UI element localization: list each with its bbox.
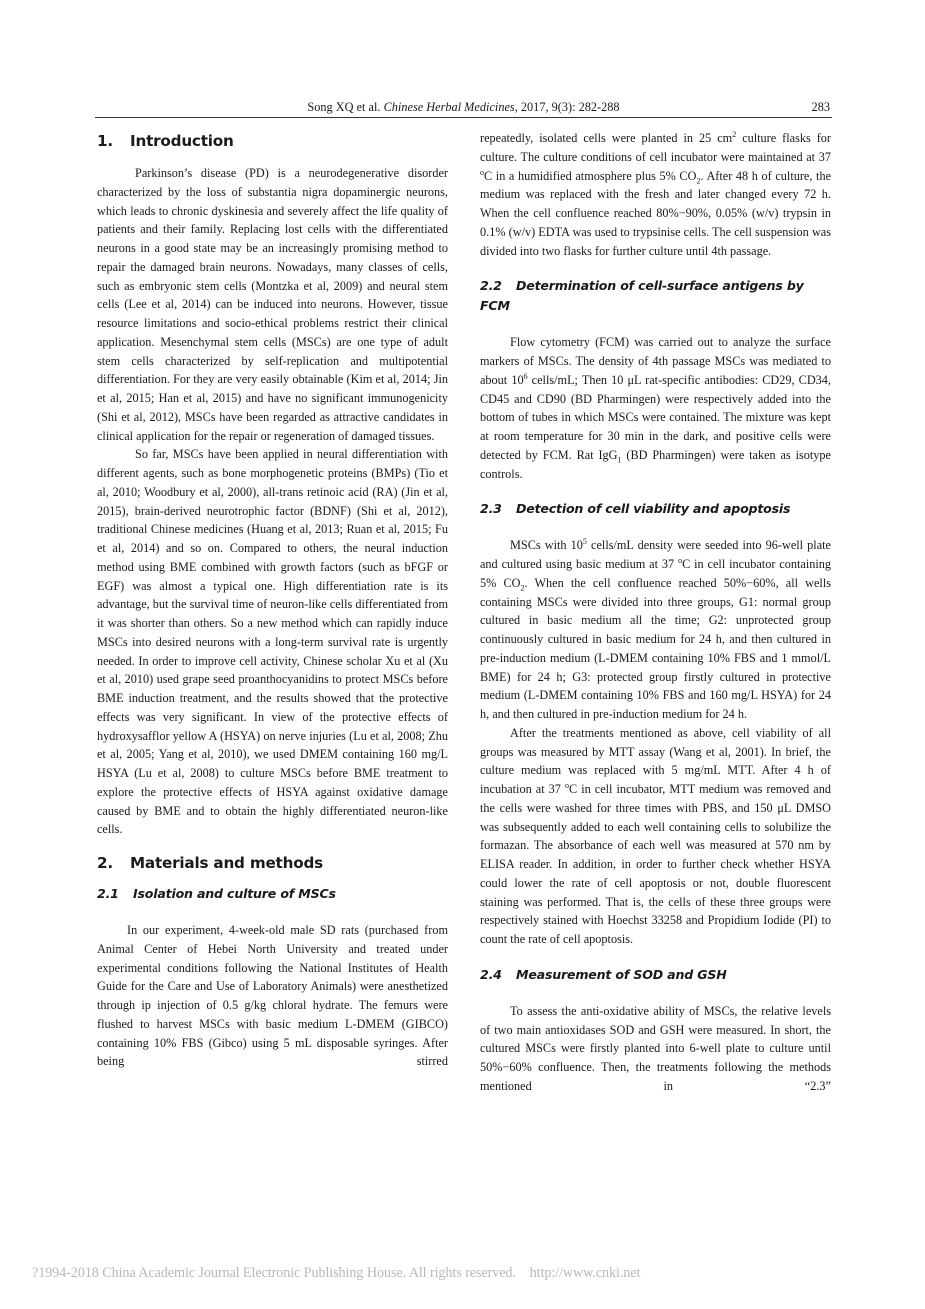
methods-2-4-paragraph: To assess the anti-oxidative ability of MSCs, the relative levels of two main antioxidases SOD and GSH were measured. In short, the cultured MSCs were firstly planted into 6-well plate to culture until 50%−60% confluence. Then, the treatments following the methods mentioned in “2.3” [480, 1003, 831, 1093]
section-heading-methods: 2. Materials and methods [97, 854, 323, 872]
running-head-citation [95, 98, 832, 116]
footer-url: http://www.cnki.net [529, 1265, 641, 1281]
methods-2-1-paragraph: In our experiment, 4-week-old male SD rats (purchased from Animal Center of Hebei North University and treated under experimental conditions following the National Institutes of Health Guide for the Care and Use of Laboratory Animals) were anesthetized through ip injection of 0.5 g/kg chloral hydrate. The femurs were flushed to harvest MSCs with basic medium L-DMEM (GIBCO) containing 10% FBS (Gibco) using 5 mL disposable syringes. After being stirred [97, 923, 448, 1069]
right-column [480, 129, 831, 1096]
intro-paragraph-2: So far, MSCs have been applied in neural differentiation with different agents, such as bone morphogenetic proteins (BMPs) (Tio et al, 2010; Woodbury et al, 2000), all-trans retinoic acid (RA) (Jin et al, 2015), brain-derived neurotrophic factor (BDNF) (Shi et al, 2012), traditional Chinese medicines (Huang et al, 2013; Ruan et al, 2015; Fu et al, 2014) and so on. Compared to others, the neural induction method using BME combined with growth factors (such as bFGF or EGF) was almost a typical one. High differentiation rate is its advantage, but the survival time of neuron-like cells differentiated from it was shorter than others. So a new method which can rapidly induce MSCs into desired neurons with a long-term survival rate is urgently needed. In order to improve cell activity, Chinese scholar Xu et al (Xu et al, 2010) used grape seed proanthocyanidins to protect MSCs before BME induction treatment, and the results showed that the protective effects was very significant. In view of the protective effects of hydroxysafflor yellow A (HSYA) on nerve injuries (Lu et al, 2008; Zhu et al, 2005; Yang et al, 2010), we used DMEM containing 160 mg/L HSYA (Lu et al, 2008) to culture MSCs before BME treatment to explore the protective effects of HSYA against oxidative damage caused by BME and to obtain the highly differentiated neuron-like cells. [97, 447, 448, 837]
subsection-heading-2-4: 2.4 Measurement of SOD and GSH [480, 966, 727, 982]
page-number: 283 [811, 100, 830, 114]
copyright-footer [32, 1265, 640, 1282]
volume-info: , 2017, 9(3): 282-288 [514, 100, 620, 114]
intro-paragraph-1: Parkinson’s disease (PD) is a neurodegenerative disorder characterized by the loss of substantia nigra dopaminergic neurons, which leads to chronic dyskinesia and severely affect the life quality of patients and their family. Replacing lost cells with the differentiated neurons in a good state may be an increasingly promising method to repair the damaged brain neurons. Nowadays, many classes of cells, such as embryonic stem cells (Montzka et al, 2009) and neural stem cells (Lee et al, 2014) can be induced into neurons. However, tissue resource limitations and socio-ethical problems restrict their clinical application. Mesenchymal stem cells (MSCs) are one type of adult stem cells characterized by self-replication and multipotential differentiation. For they are very easily obtainable (Kim et al, 2014; Jin et al, 2015; Han et al, 2015) and have no significant immunogenicity (Shi et al, 2012), MSCs have been regarded as attractive candidates in clinical application for the repair or regeneration of damaged tissues. [97, 166, 448, 443]
authors: Song XQ et al. [307, 100, 384, 114]
subsection-heading-2-3: 2.3 Detection of cell viability and apoptosis [480, 501, 791, 517]
methods-2-3-paragraph-1: MSCs with $10^5$ cells/mL density were seeded into 96-well plate and cultured using basic medium at 37 $^o$C in cell incubator containing 5% $CO_2$. When the cell confluence reached 50%−60%, all wells containing MSCs were divided into three groups, G1: normal group cultured in basic medium all the time; G2: unprotected group continuously cultured in basic medium for 24 h, and then cultured in pre-induction medium (L-DMEM containing 10% FBS and 1 mmol/L BME) for 24 h; G3: protected group firstly cultured in protective medium (L-DMEM containing 10% FBS and 160 mg/L HSYA) for 24 h, and then cultured in pre-induction medium for 24 h. [480, 537, 831, 721]
header-rule [95, 117, 832, 118]
left-column [97, 129, 448, 1071]
section-heading-introduction: 1. Introduction [97, 132, 234, 150]
copyright-text: ?1994-2018 China Academic Journal Electronic Publishing House. All rights reserved. [32, 1265, 516, 1281]
journal-name: Chinese Herbal Medicines [383, 100, 515, 114]
methods-2-1-paragraph-continued: repeatedly, isolated cells were planted in 25 $cm^2$ culture flasks for culture. The culture conditions of cell incubator were maintained at 37 $^o$C in a humidified atmosphere plus 5% $CO_2$. After 48 h of culture, the medium was replaced with the fresh and later changed every 72 h. When the cell confluence reached 80%−90%, 0.05% (w/v) trypsin in 0.1% (w/v) EDTA was used to trypsinise cells. The cell suspension was divided into two flasks for further culture until 4th passage. [480, 129, 832, 258]
subsection-heading-2-2: 2.2 Determination of cell-surface antigens by FCM [480, 278, 804, 314]
methods-2-2-paragraph: Flow cytometry (FCM) was carried out to analyze the surface markers of MSCs. The density of 4th passage MSCs was mediated to about $10^6$ cells/mL; Then 10 μL rat-specific antibodies: CD29, CD34, CD45 and CD90 (BD Pharmingen) were respectively added into the bottom of tubes in which MSCs were contained. The mixture was kept at room temperature for 30 min in the dark, and positive cells were detected by FCM. Rat IgG$_1$ (BD Pharmingen) were taken as isotype controls. [480, 335, 831, 481]
running-head [95, 98, 832, 116]
subsection-heading-2-1: 2.1 Isolation and culture of MSCs [97, 886, 336, 901]
methods-2-3-paragraph-2: After the treatments mentioned as above, cell viability of all groups was measured by MTT assay (Wang et al, 2001). In brief, the culture medium was replaced with 5 mg/mL MTT. After 4 h of incubation at 37 $^o$C in cell incubator, MTT medium was removed and the cells were washed for three times with PBS, and 150 μL DMSO was subsequently added to each well containing cells to solubilize the formazan. The absorbance of each well was measured at 570 nm by ELISA reader. In addition, in order to further check whether HSYA could lower the rate of cell apoptosis or not, double fluorescent staining was performed. That is, the cells of these three groups were respectively stained with Hoechst 33258 and Propidium Iodide (PI) to count the rate of cell apoptosis. [480, 725, 831, 946]
